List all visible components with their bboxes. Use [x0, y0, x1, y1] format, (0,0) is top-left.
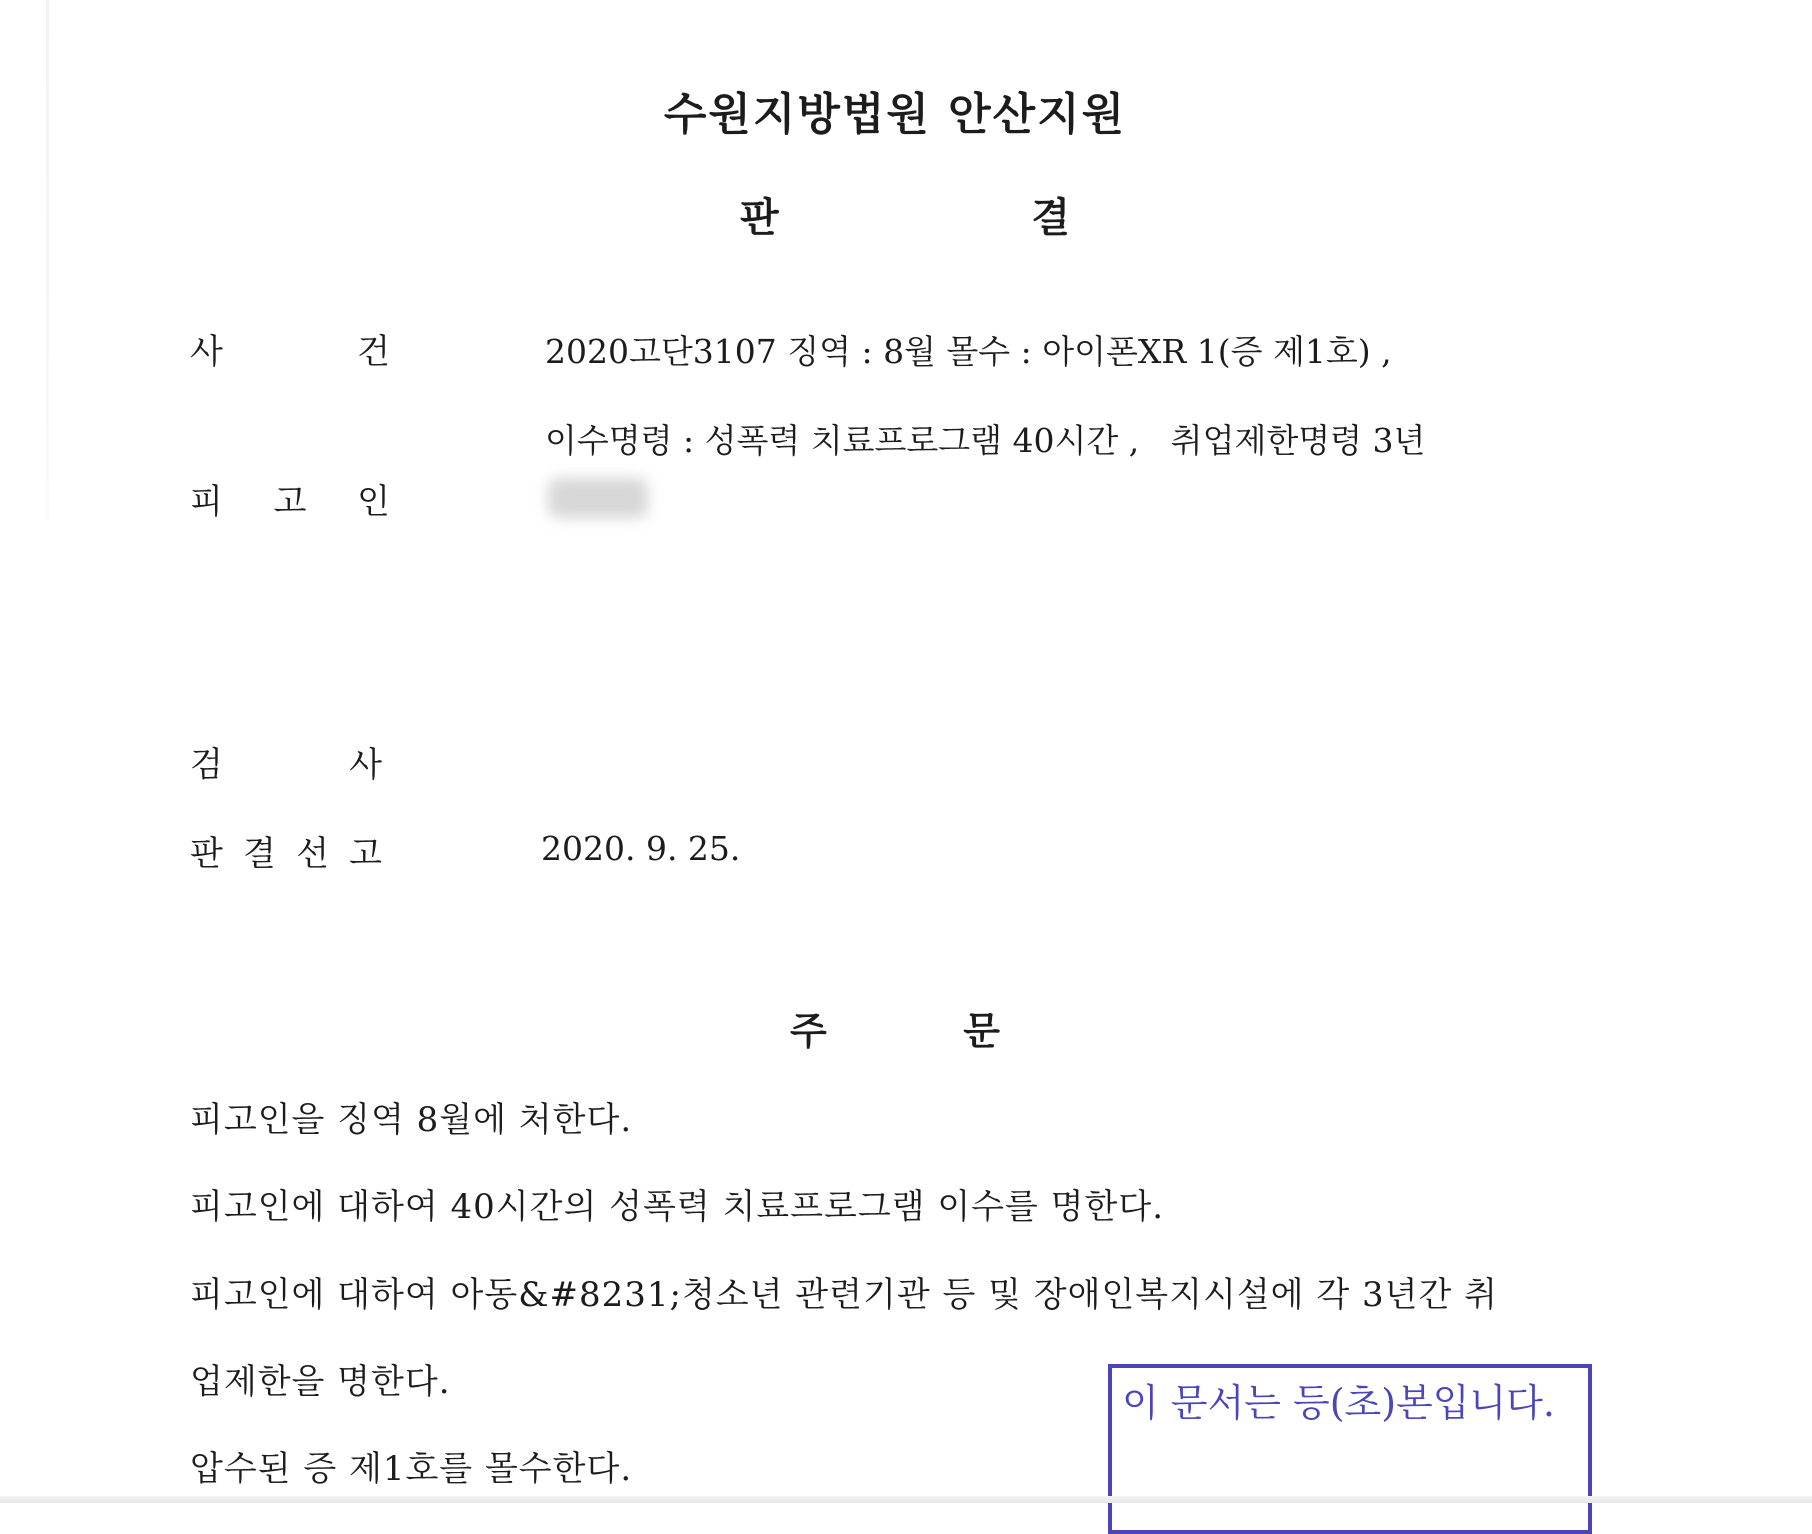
case-value-line2: 이수명령 : 성폭력 치료프로그램 40시간 , 취업제한명령 3년: [545, 421, 1426, 460]
order-title-char: 주: [790, 1009, 827, 1053]
defendant-label: [190, 474, 390, 523]
verdict-date-label-char: 판: [190, 834, 223, 874]
page-bottom-edge: [0, 1496, 1812, 1503]
order-line: 압수된 증 제1호를 몰수한다.: [190, 1449, 633, 1489]
case-label: [190, 324, 390, 373]
case-value-line1: 2020고단3107 징역 : 8월 몰수 : 아이폰XR 1(증 제1호) ,: [545, 332, 1392, 371]
verdict-date-value: 2020. 9. 25.: [541, 829, 741, 868]
verdict-date-label-char: 고: [349, 834, 382, 874]
defendant-label-char: 고: [273, 482, 307, 522]
document-title: [740, 186, 1070, 243]
certified-copy-stamp-text: 이 문서는 등(초)본입니다.: [1122, 1381, 1555, 1425]
order-line: 피고인을 징역 8월에 처한다.: [190, 1100, 633, 1140]
order-line: 업제한을 명한다.: [190, 1362, 451, 1402]
case-label-char: 건: [357, 332, 390, 372]
prosecutor-label-char: 검: [190, 745, 223, 785]
verdict-date-label-char: 결: [243, 834, 276, 874]
prosecutor-label-char: 사: [349, 745, 382, 785]
defendant-label-char: 피: [190, 482, 223, 522]
court-name: 수원지방법원 안산지원: [663, 89, 1127, 140]
order-section-title: [790, 1000, 1000, 1055]
verdict-date-label-char: 선: [296, 834, 329, 874]
redacted-defendant-name: [548, 478, 648, 518]
order-line: 피고인에 대하여 아동&#8231;청소년 관련기관 등 및 장애인복지시설에 각 3년간 취: [190, 1275, 1498, 1315]
defendant-label-char: 인: [357, 482, 390, 522]
case-label-char: 사: [190, 332, 223, 372]
verdict-date-label: [190, 826, 382, 875]
prosecutor-label: [190, 737, 382, 786]
document-title-char: 결: [1031, 195, 1070, 241]
document-title-char: 판: [740, 195, 779, 241]
order-title-char: 문: [963, 1009, 1000, 1053]
order-line: 피고인에 대하여 40시간의 성폭력 치료프로그램 이수를 명한다.: [190, 1187, 1165, 1227]
